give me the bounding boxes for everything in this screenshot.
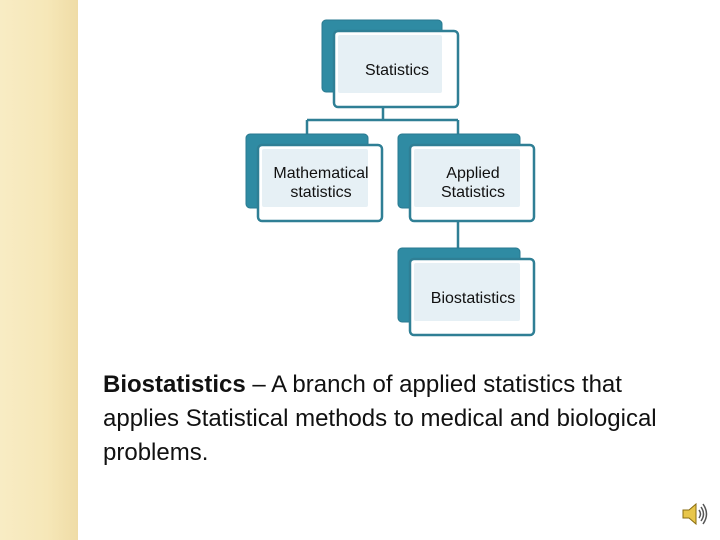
- definition-body: – A branch of applied statistics that applies Statistical methods to medical and biological problems.: [103, 371, 657, 466]
- node-label-biostatistics: Biostatistics: [430, 289, 516, 307]
- speaker-icon[interactable]: [680, 500, 708, 528]
- node-label-mathematical: Mathematical statistics: [273, 165, 369, 201]
- definition-term: Biostatistics: [103, 371, 246, 398]
- node-label-statistics: Statistics: [364, 61, 429, 79]
- definition-text: [103, 368, 703, 470]
- node-label-applied: Applied Statistics: [440, 165, 505, 201]
